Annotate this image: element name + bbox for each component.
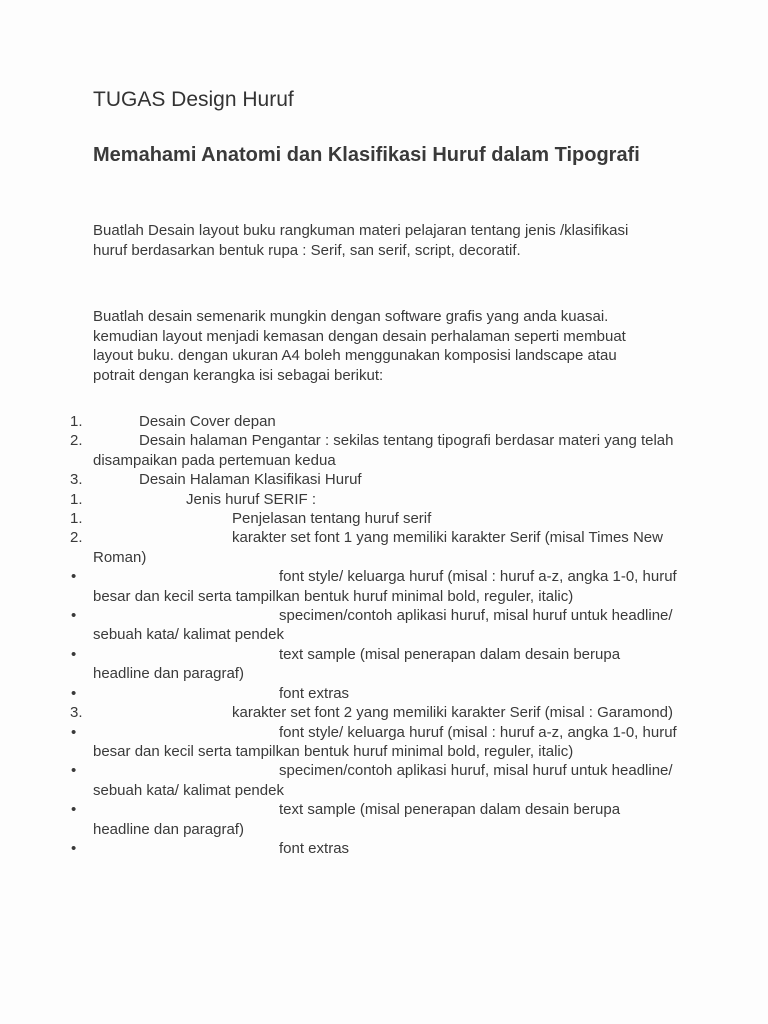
bullet-icon: • <box>71 762 77 780</box>
document-heading: Memahami Anatomi dan Klasifikasi Huruf dalam Tipografi <box>93 144 640 166</box>
list-item-text: font style/ keluarga huruf (misal : huruf a-z, angka 1-0, huruf besar dan kecil serta tampilkan bentuk huruf minimal bold, reguler, italic) <box>93 568 677 605</box>
list-marker: 3. <box>70 704 83 722</box>
list-item-text: text sample (misal penerapan dalam desain berupa headline dan paragraf) <box>93 801 621 838</box>
list-item-text: specimen/contoh aplikasi huruf, misal huruf untuk headline/ sebuah kata/ kalimat pendek <box>93 607 673 644</box>
list-marker: 3. <box>70 471 83 489</box>
list-item-text: Desain halaman Pengantar : sekilas tentang tipografi berdasar materi yang telah disampaikan pada pertemuan kedua <box>93 432 674 469</box>
bullet-icon: • <box>71 568 77 586</box>
list-marker: 1. <box>70 413 83 430</box>
list-item-text: karakter set font 1 yang memiliki karakter Serif (misal Times New Roman) <box>93 529 663 566</box>
list-item <box>0 761 768 800</box>
list-item <box>0 606 768 645</box>
list-item-text: karakter set font 2 yang memiliki karakter Serif (misal : Garamond) <box>232 704 673 722</box>
list-item-text: font extras <box>279 839 350 857</box>
list-item <box>0 839 768 858</box>
list-item <box>0 684 768 703</box>
list-item-text: Penjelasan tentang huruf serif <box>232 510 432 528</box>
list-item <box>0 703 768 722</box>
list-item <box>0 800 768 839</box>
bullet-icon: • <box>71 801 77 819</box>
list-item <box>0 567 768 606</box>
list-item <box>0 723 768 762</box>
bullet-icon: • <box>71 723 77 741</box>
list-item-text: Desain Halaman Klasifikasi Huruf <box>139 471 362 489</box>
list-marker: 1. <box>70 510 83 528</box>
list-item <box>0 470 768 489</box>
list-item-text: Desain Cover depan <box>139 413 276 430</box>
list-item-text: text sample (misal penerapan dalam desain berupa headline dan paragraf) <box>93 645 621 683</box>
list-item-text: Jenis huruf SERIF : <box>186 490 317 508</box>
instructions-paragraph: Buatlah desain semenarik mungkin dengan software grafis yang anda kuasai. kemudian layout menjadi kemasan dengan desain perhalaman seperti membuat layout buku. dengan ukuran A4 boleh menggunakan komposisi landscape atau potrait dengan kerangka isi sebagai berikut: <box>93 308 626 384</box>
list-item <box>0 645 768 684</box>
list-item-text: font style/ keluarga huruf (misal : huruf a-z, angka 1-0, huruf besar dan kecil serta tampilkan bentuk huruf minimal bold, reguler, italic) <box>93 723 677 760</box>
list-item-text: font extras <box>279 684 350 702</box>
outline-list <box>0 412 768 858</box>
list-marker: 2. <box>70 432 83 450</box>
list-marker: 1. <box>70 490 83 508</box>
intro-paragraph: Buatlah Desain layout buku rangkuman materi pelajaran tentang jenis /klasifikasi huruf berdasarkan bentuk rupa : Serif, san serif, script, decoratif. <box>93 222 629 259</box>
document-title: TUGAS Design Huruf <box>93 88 294 111</box>
bullet-icon: • <box>71 645 77 663</box>
list-item-text: specimen/contoh aplikasi huruf, misal huruf untuk headline/ sebuah kata/ kalimat pendek <box>93 762 673 799</box>
bullet-icon: • <box>71 684 77 702</box>
list-item <box>0 528 768 567</box>
bullet-icon: • <box>71 607 77 625</box>
list-item <box>0 490 768 509</box>
list-item <box>0 431 768 470</box>
list-marker: 2. <box>70 529 83 547</box>
list-item <box>0 412 768 431</box>
list-item <box>0 509 768 528</box>
bullet-icon: • <box>71 839 77 857</box>
